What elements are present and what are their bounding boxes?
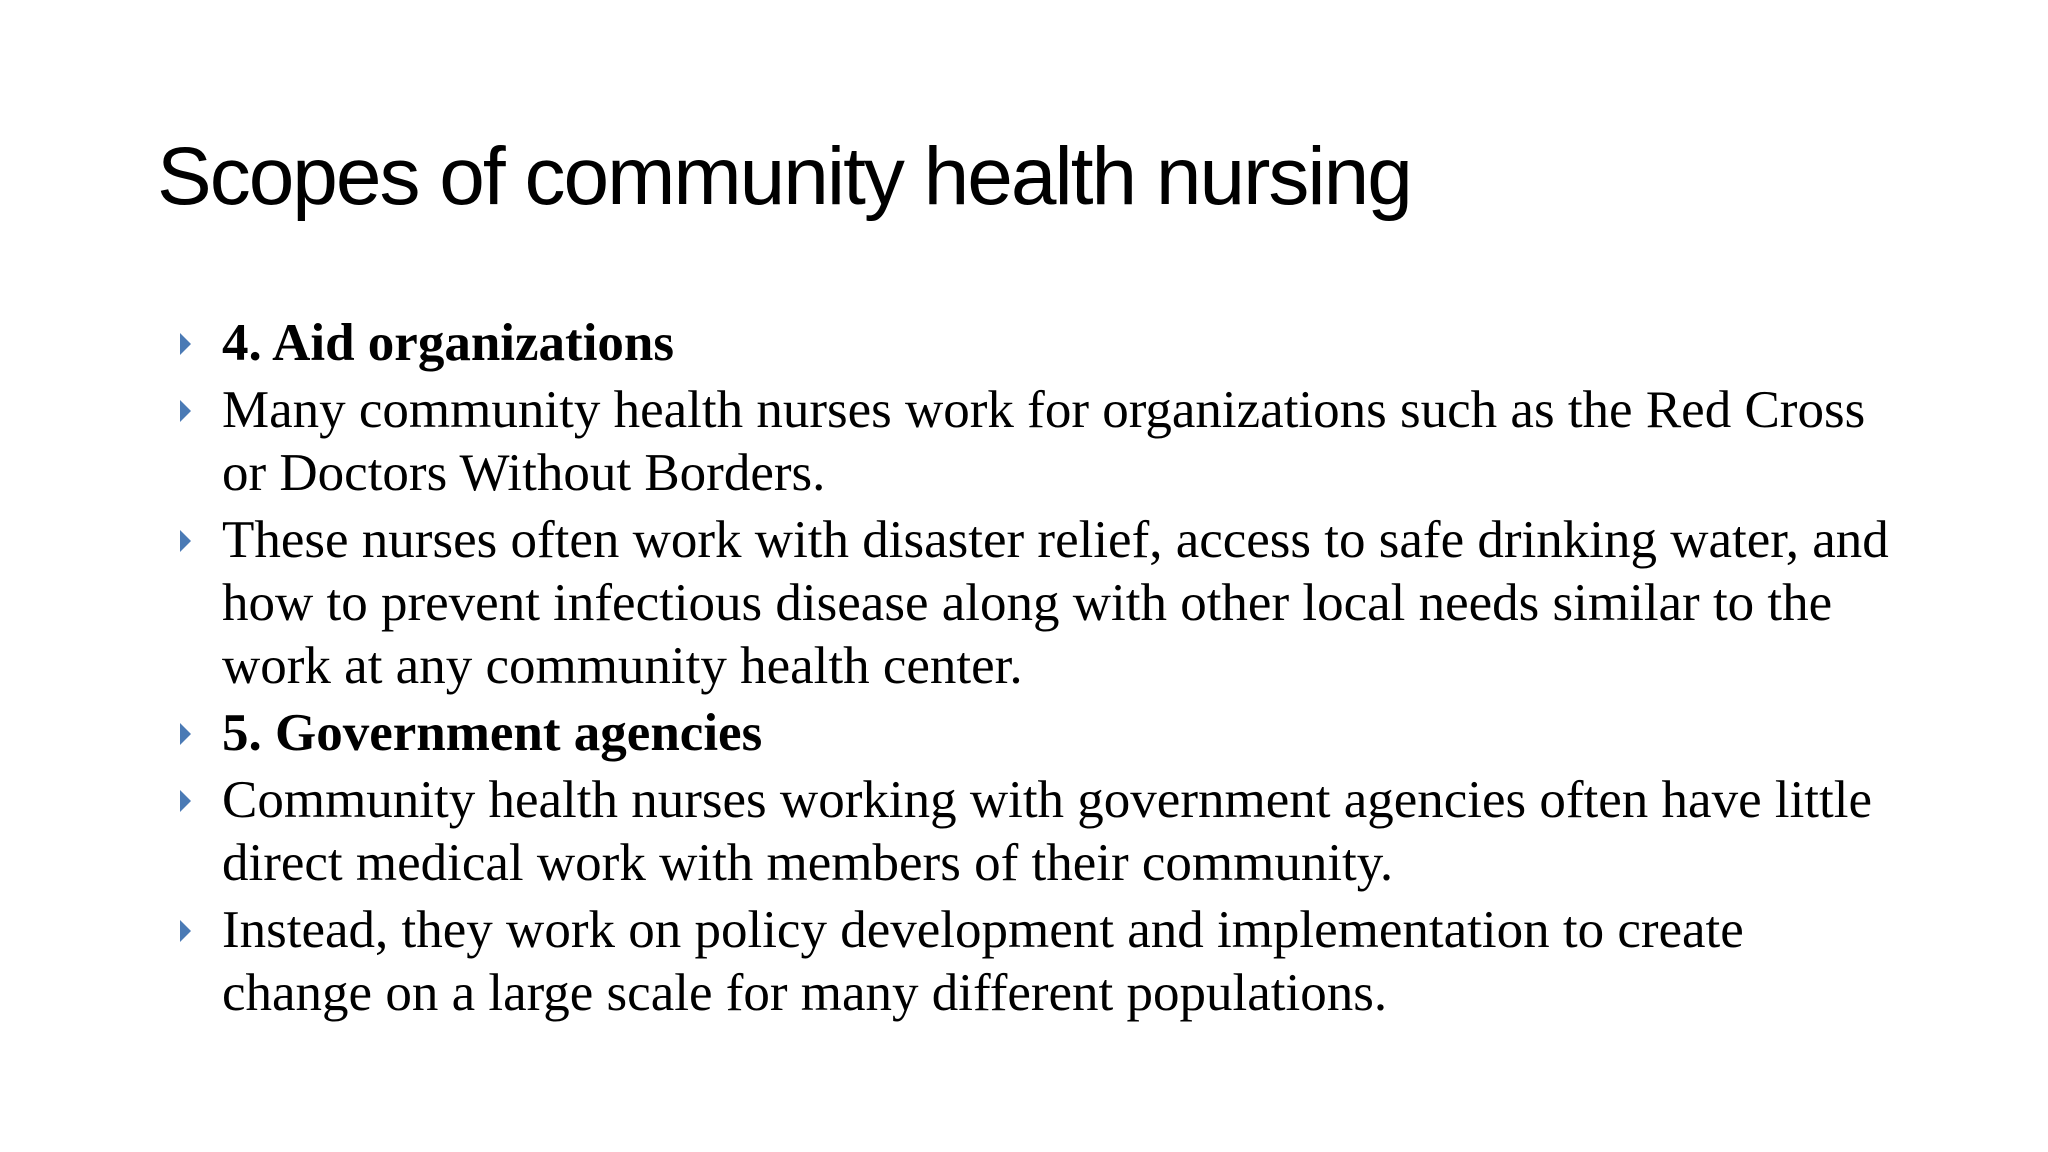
bullet-text: Instead, they work on policy development and implementation to create change on a large scale for many different populations. (222, 901, 1744, 1022)
bullet-item (172, 702, 1902, 765)
slide-title: Scopes of community health nursing (157, 131, 1411, 222)
bullet-arrow-icon (180, 920, 191, 942)
bullet-item (172, 379, 1902, 505)
bullet-text: Many community health nurses work for organizations such as the Red Cross or Doctors Without Borders. (222, 381, 1866, 502)
bullet-item (172, 509, 1902, 698)
bullet-arrow-icon (180, 333, 191, 355)
bullet-arrow-icon (180, 530, 191, 552)
bullet-arrow-icon (180, 400, 191, 422)
bullet-item (172, 899, 1902, 1025)
bullet-text: 4. Aid organizations (222, 314, 675, 372)
bullet-text: Community health nurses working with government agencies often have little direct medical work with members of their community. (222, 771, 1872, 892)
bullet-arrow-icon (180, 723, 191, 745)
bullet-list (172, 312, 1902, 1029)
bullet-arrow-icon (180, 790, 191, 812)
bullet-text: These nurses often work with disaster relief, access to safe drinking water, and how to prevent infectious disease along with other local needs similar to the work at any community health center. (222, 511, 1889, 695)
bullet-item (172, 769, 1902, 895)
bullet-item (172, 312, 1902, 375)
bullet-text: 5. Government agencies (222, 704, 763, 762)
